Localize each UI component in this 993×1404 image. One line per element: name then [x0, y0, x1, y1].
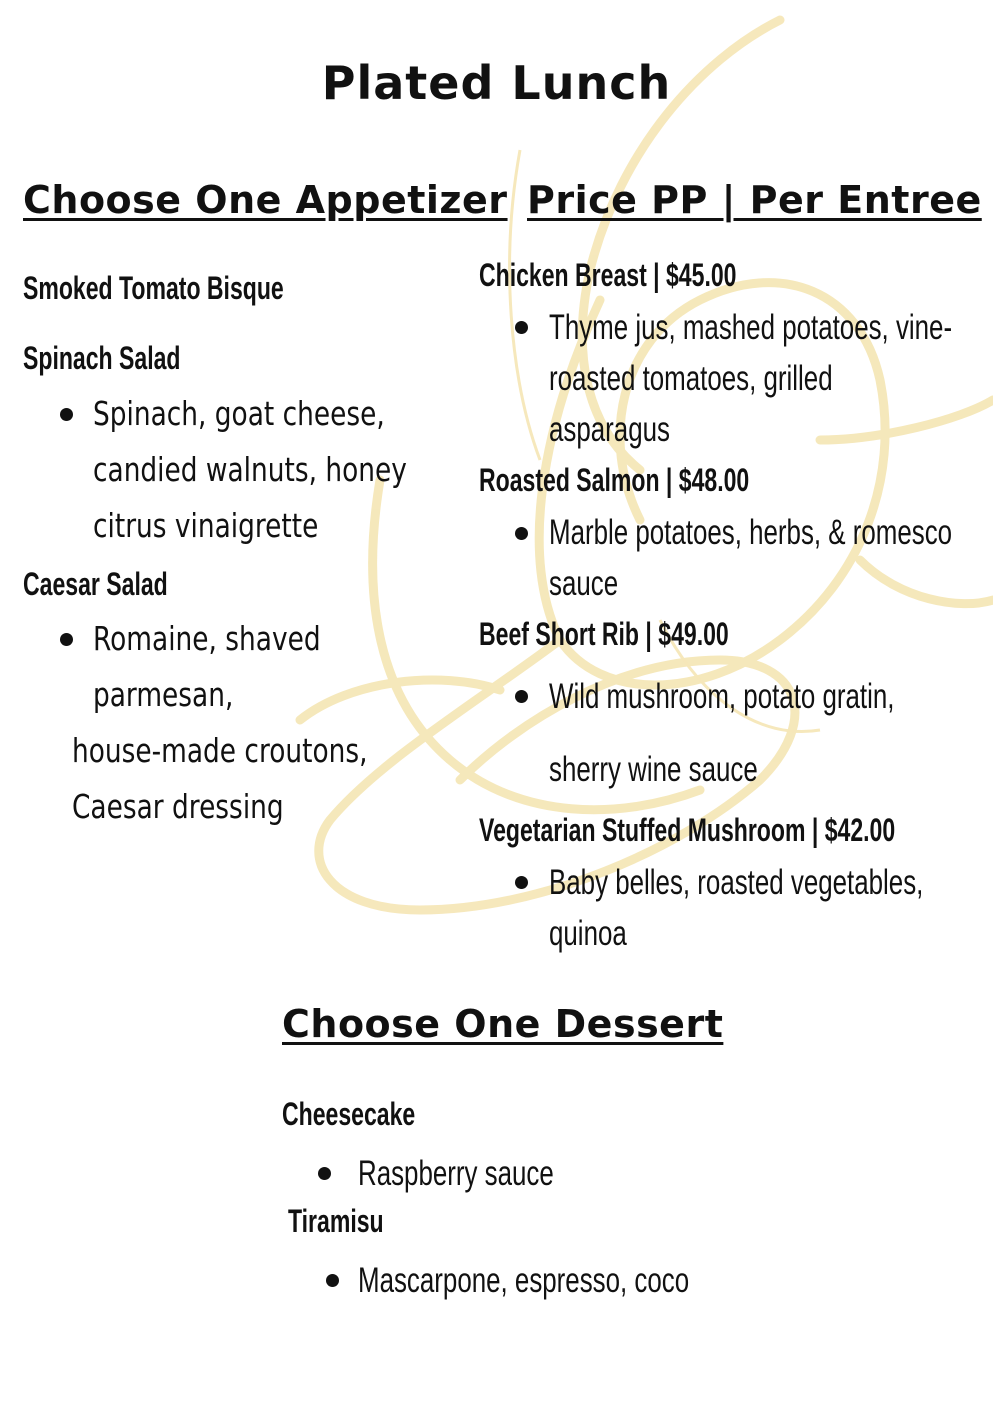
bullet-icon	[515, 527, 528, 540]
caesar-salad-desc-2: parmesan,	[93, 675, 234, 714]
appetizer-heading: Choose One Appetizer	[23, 178, 508, 222]
appetizer-smoked-tomato-bisque: Smoked Tomato Bisque	[23, 270, 284, 306]
bullet-icon	[326, 1274, 339, 1287]
beef-short-rib-desc-2: sherry wine sauce	[549, 750, 758, 789]
entree-vegetarian-stuffed-mushroom: Vegetarian Stuffed Mushroom | $42.00	[479, 812, 896, 848]
beef-short-rib-desc-1: Wild mushroom, potato gratin,	[549, 677, 895, 716]
dessert-heading: Choose One Dessert	[282, 1002, 724, 1046]
chicken-breast-desc-1: Thyme jus, mashed potatoes, vine-	[549, 308, 953, 347]
entree-chicken-breast: Chicken Breast | $45.00	[479, 257, 737, 293]
bullet-icon	[318, 1167, 331, 1180]
roasted-salmon-desc-1: Marble potatoes, herbs, & romesco	[549, 513, 953, 552]
appetizer-caesar-salad: Caesar Salad	[23, 566, 168, 602]
caesar-salad-desc-4: Caesar dressing	[72, 787, 284, 826]
caesar-salad-desc-1: Romaine, shaved	[93, 619, 321, 658]
caesar-salad-desc-3: house-made croutons,	[72, 731, 368, 770]
entree-beef-short-rib: Beef Short Rib | $49.00	[479, 616, 729, 652]
roasted-salmon-desc-2: sauce	[549, 564, 619, 603]
spinach-salad-desc-1: Spinach, goat cheese,	[93, 394, 385, 433]
bullet-icon	[515, 321, 528, 334]
entree-heading: Price PP | Per Entree	[527, 178, 982, 222]
page-title: Plated Lunch	[321, 56, 672, 110]
cheesecake-desc: Raspberry sauce	[358, 1154, 554, 1193]
bullet-icon	[515, 690, 528, 703]
dessert-cheesecake: Cheesecake	[282, 1096, 416, 1132]
spinach-salad-desc-3: citrus vinaigrette	[93, 506, 319, 545]
entree-roasted-salmon: Roasted Salmon | $48.00	[479, 462, 750, 498]
appetizer-spinach-salad: Spinach Salad	[23, 340, 181, 376]
spinach-salad-desc-2: candied walnuts, honey	[93, 450, 407, 489]
chicken-breast-desc-2: roasted tomatoes, grilled	[549, 359, 833, 398]
tiramisu-desc: Mascarpone, espresso, coco	[358, 1261, 690, 1300]
dessert-tiramisu: Tiramisu	[288, 1203, 384, 1239]
stuffed-mushroom-desc-2: quinoa	[549, 914, 627, 953]
bullet-icon	[60, 408, 73, 421]
bullet-icon	[60, 633, 73, 646]
chicken-breast-desc-3: asparagus	[549, 410, 670, 449]
stuffed-mushroom-desc-1: Baby belles, roasted vegetables,	[549, 863, 924, 902]
bullet-icon	[515, 876, 528, 889]
